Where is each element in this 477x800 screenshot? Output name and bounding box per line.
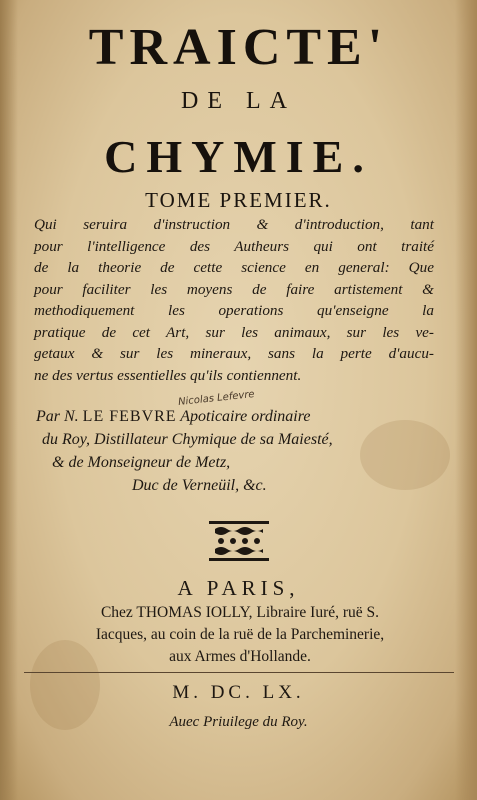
description-line: pour faciliter les moyens de faire artistement &: [34, 280, 434, 298]
author-prefix: Par N.: [36, 408, 79, 425]
author-title: Apoticaire ordinaire: [180, 408, 311, 425]
publication-date: M. DC. LX.: [172, 682, 305, 703]
author-line: du Roy, Distillateur Chymique de sa Maiesté,: [42, 431, 333, 448]
description-line: Qui seruira d'instruction & d'introduction, tant: [34, 216, 434, 233]
imprint-line: aux Armes d'Hollande.: [169, 648, 311, 665]
description-line: pour l'intelligence des Autheurs qui ont traité: [34, 237, 434, 255]
author-line: [36, 405, 436, 428]
description-line: getaux & sur les mineraux, sans la perte d'aucu-: [34, 345, 434, 362]
description-paragraph: [34, 214, 434, 386]
description-line: de la theorie de cette science en general: Que: [34, 259, 434, 276]
handwritten-annotation: Nicolas Lefevre: [177, 389, 256, 408]
description-line: ne des vertus essentielles qu'ils contiennent.: [34, 366, 302, 384]
description-line: pratique de cet Art, sur les animaux, sur les ve-: [34, 323, 434, 341]
volume-label: TOME PREMIER.: [145, 188, 332, 212]
royal-privilege: Auec Priuilege du Roy.: [169, 714, 308, 730]
author-line: & de Monseigneur de Metz,: [52, 454, 231, 471]
page-edge-shadow-right: [455, 0, 477, 800]
title-connector: DE LA: [181, 88, 296, 114]
printers-ornament-icon: [207, 519, 271, 563]
imprint-line: Chez THOMAS IOLLY, Libraire Iuré, ruë S.: [100, 604, 380, 621]
divider-rule: [24, 672, 454, 673]
author-line: Duc de Verneüil, &c.: [132, 477, 267, 494]
main-title: TRAICTE': [88, 19, 389, 76]
description-line: methodiquement les operations qu'enseigne la: [34, 302, 434, 319]
imprint-line: Iacques, au coin de la ruë de la Parcheminerie,: [95, 626, 385, 643]
page-edge-shadow-left: [0, 0, 18, 800]
main-title-subject: CHYMIE.: [104, 131, 373, 182]
author-name: LE FEBVRE: [82, 408, 177, 425]
imprint-city: A PARIS,: [177, 576, 300, 600]
imprint-block: [20, 602, 460, 668]
author-block: [36, 405, 436, 497]
